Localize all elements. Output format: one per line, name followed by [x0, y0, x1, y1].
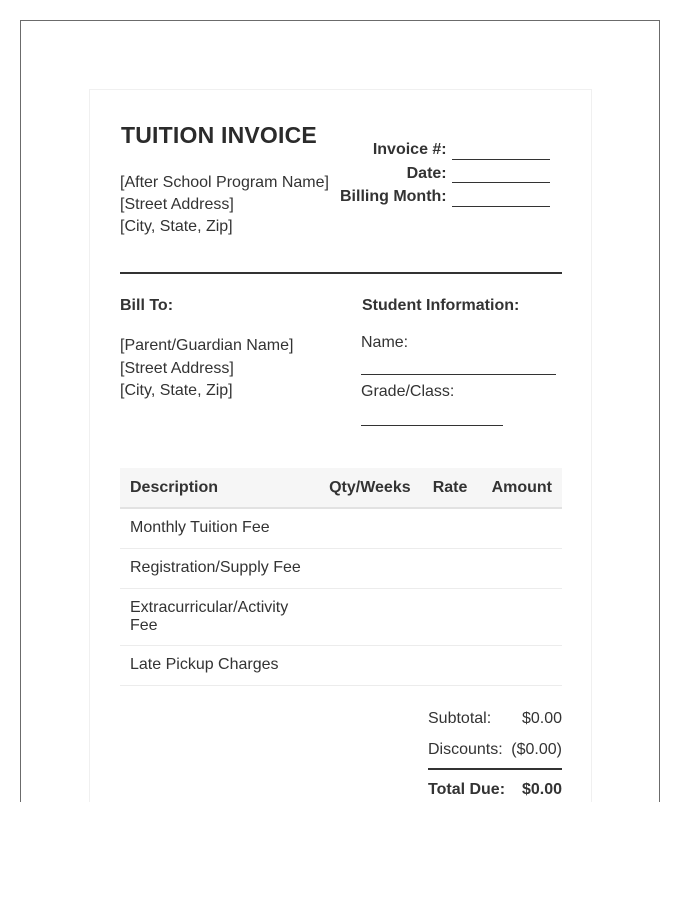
- discounts-row: [428, 731, 562, 768]
- date-label: Date:: [406, 164, 447, 182]
- table-row: [120, 589, 562, 646]
- header-amount: Amount: [477, 468, 562, 508]
- student-name-field[interactable]: [361, 374, 556, 375]
- subtotal-label: Subtotal:: [428, 709, 492, 727]
- discounts-value: ($0.00): [511, 740, 562, 758]
- grade-class-label: Grade/Class:: [361, 383, 455, 400]
- invoice-meta: [340, 136, 550, 207]
- invoice-number-label: Invoice #:: [372, 141, 447, 158]
- item-qty[interactable]: [316, 646, 421, 656]
- invoice-number-field[interactable]: [452, 136, 550, 159]
- header-divider: [120, 272, 562, 274]
- total-due-value: $0.00: [521, 781, 562, 798]
- header-qty-weeks: Qty/Weeks: [316, 468, 421, 508]
- item-description: Monthly Tuition Fee: [130, 519, 270, 536]
- billing-month-field[interactable]: [452, 183, 550, 207]
- invoice-title: TUITION INVOICE: [121, 122, 317, 148]
- item-amount[interactable]: [477, 549, 562, 559]
- item-description: Extracurricular/Activity Fee: [130, 599, 289, 634]
- student-info-heading: Student Information:: [362, 297, 520, 314]
- item-qty[interactable]: [316, 549, 421, 559]
- total-due-label: Total Due:: [428, 781, 506, 798]
- table-row: [120, 549, 562, 589]
- header-rate: Rate: [421, 468, 478, 508]
- item-qty[interactable]: [316, 589, 421, 609]
- item-rate[interactable]: [421, 589, 478, 609]
- school-street: [Street Address]: [120, 196, 234, 213]
- item-rate[interactable]: [421, 509, 478, 519]
- date-field[interactable]: [452, 159, 550, 183]
- guardian-name: [Parent/Guardian Name]: [120, 337, 294, 354]
- subtotal-value: $0.00: [521, 709, 562, 727]
- item-amount[interactable]: [477, 646, 562, 656]
- item-rate[interactable]: [421, 646, 478, 656]
- school-city: [City, State, Zip]: [120, 218, 233, 235]
- discounts-label: Discounts:: [428, 740, 503, 758]
- billing-month-label: Billing Month:: [340, 188, 447, 205]
- item-description: Late Pickup Charges: [130, 656, 279, 673]
- school-name: [After School Program Name]: [120, 174, 329, 191]
- guardian-street: [Street Address]: [120, 359, 234, 377]
- item-amount[interactable]: [477, 589, 562, 609]
- item-description: Registration/Supply Fee: [130, 559, 301, 576]
- table-row: [120, 646, 562, 686]
- item-qty[interactable]: [316, 509, 421, 519]
- school-address: [120, 172, 329, 238]
- item-rate[interactable]: [421, 549, 478, 559]
- header-description: Description: [120, 468, 316, 508]
- bill-to-address: [120, 335, 293, 403]
- subtotal-row: [428, 706, 562, 731]
- table-header-row: [120, 468, 562, 508]
- totals-block: [428, 706, 562, 810]
- grade-class-field[interactable]: [361, 425, 503, 426]
- table-row: [120, 508, 562, 549]
- total-due-row: [428, 770, 562, 810]
- student-name-label: Name:: [361, 334, 409, 351]
- line-items-table: [120, 468, 562, 686]
- guardian-city: [City, State, Zip]: [120, 382, 233, 399]
- item-amount[interactable]: [477, 509, 562, 519]
- student-info: [361, 334, 556, 426]
- bill-to-heading: Bill To:: [120, 297, 174, 314]
